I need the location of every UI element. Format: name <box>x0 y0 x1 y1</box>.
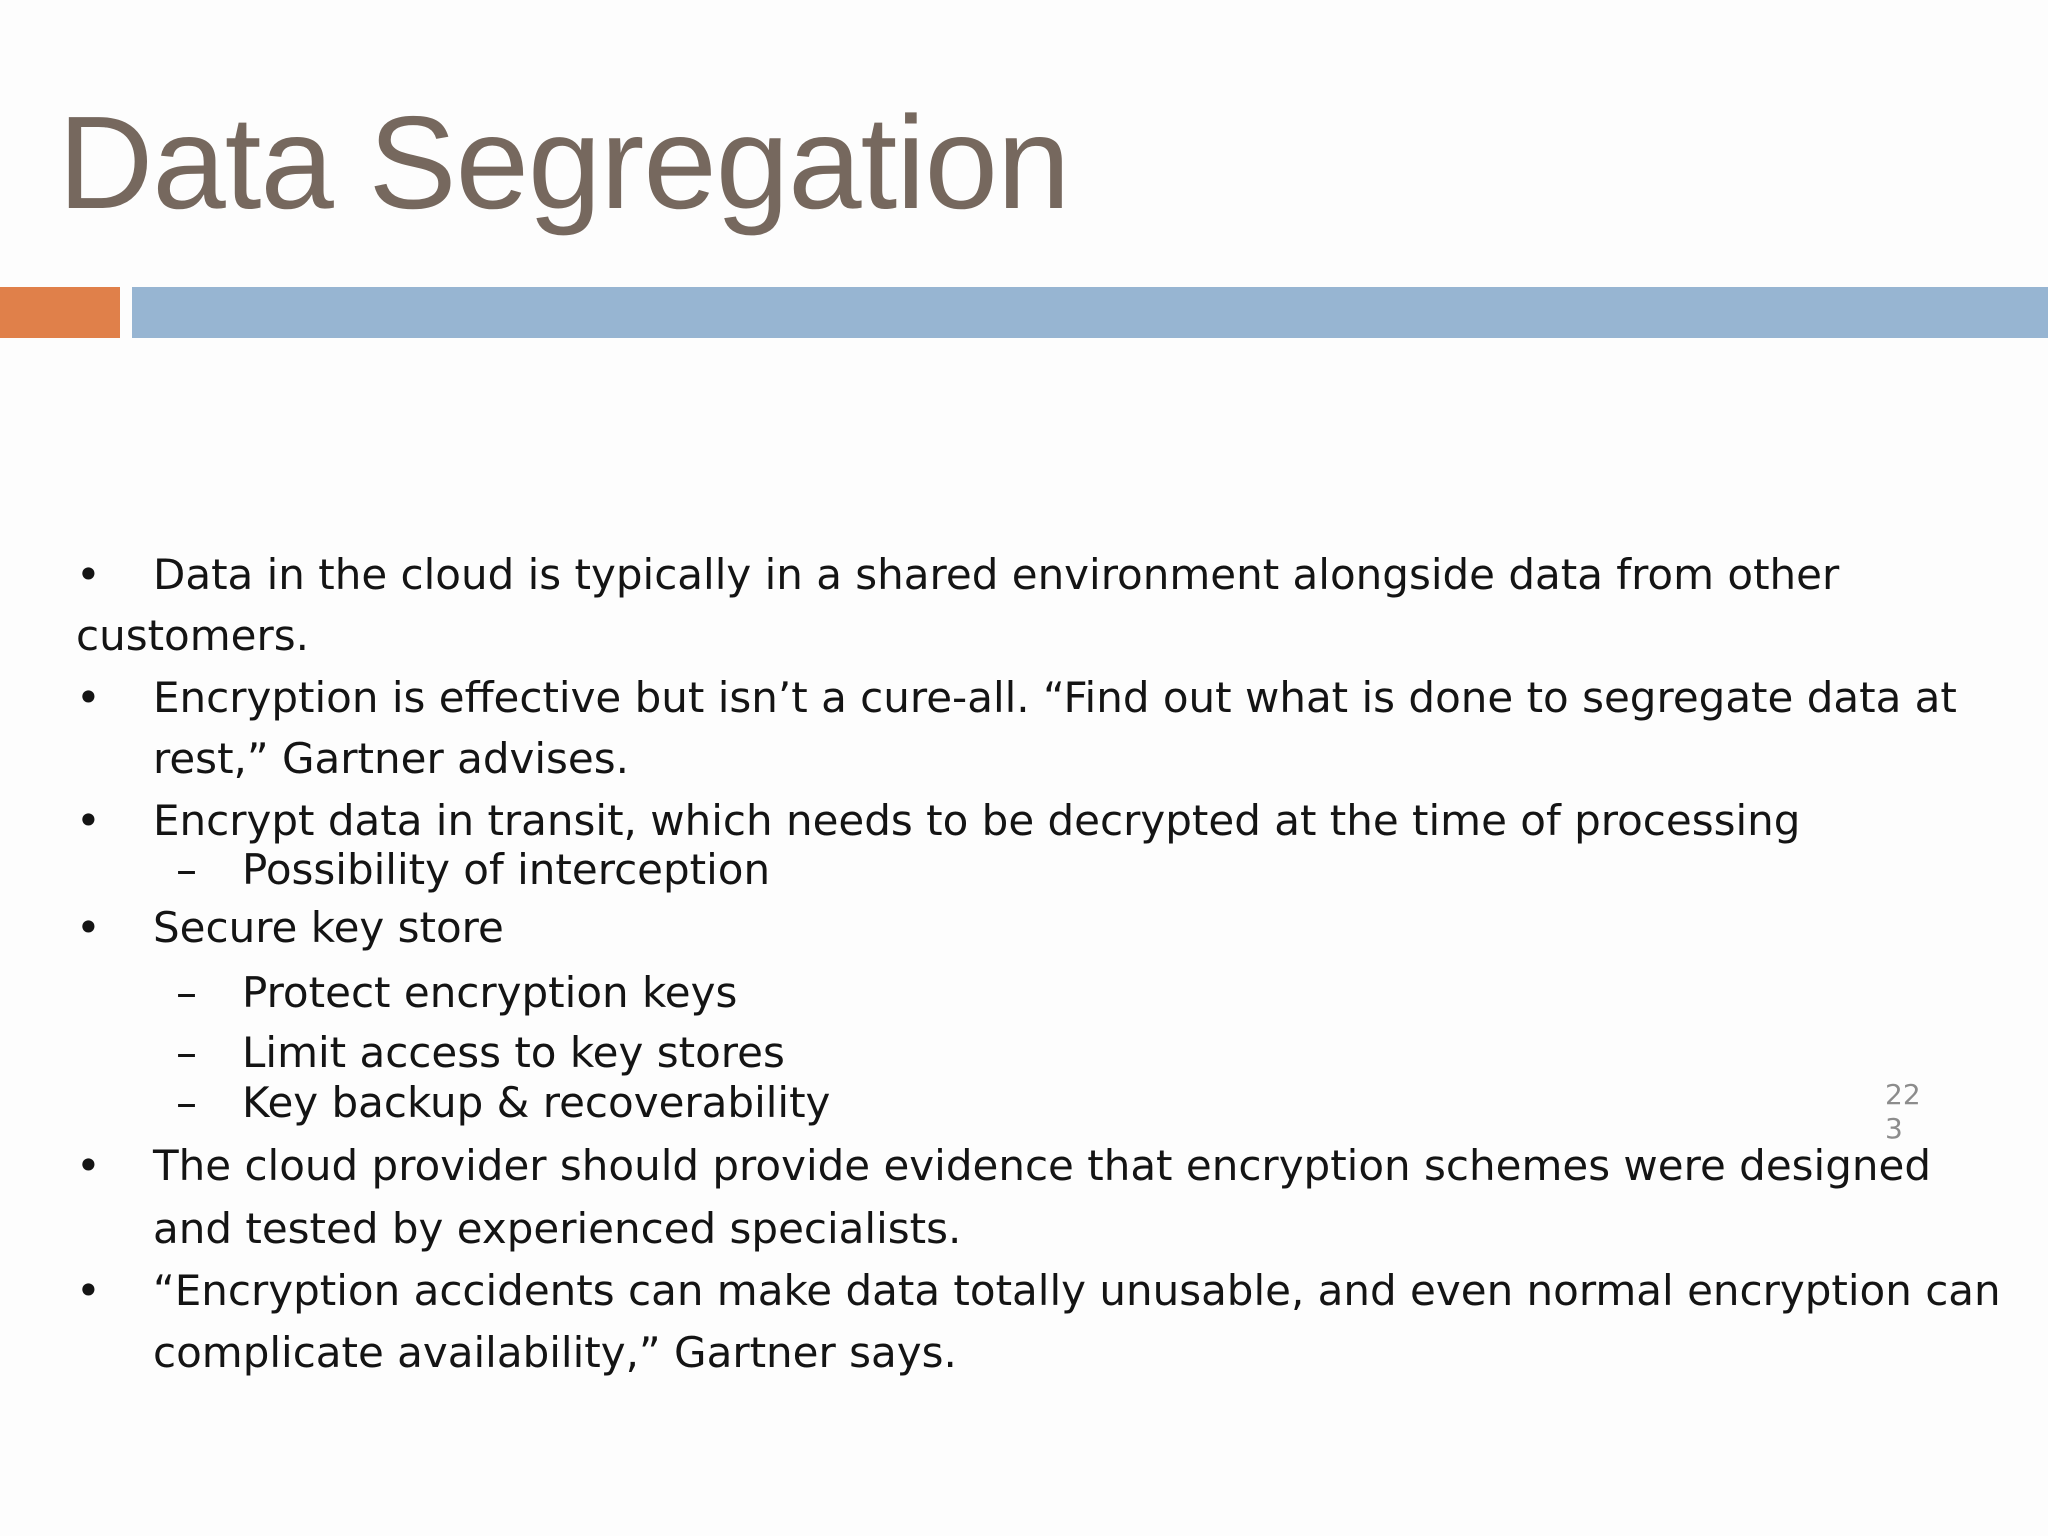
bullet-text: “Encryption accidents can make data totally unusable, and even normal encryption can <box>153 1266 2001 1315</box>
bullet-marker: • <box>76 1141 101 1190</box>
sub-bullet-marker: – <box>176 845 197 894</box>
sub-bullet-marker: – <box>176 968 197 1017</box>
bullet-marker: • <box>76 903 101 952</box>
bullet-marker: • <box>76 673 101 722</box>
bullet-text-continued: and tested by experienced specialists. <box>153 1204 962 1253</box>
bullet-text-continued: complicate availability,” Gartner says. <box>153 1328 957 1377</box>
slide-page-number <box>1885 1078 1935 1146</box>
bullet-text-continued: customers. <box>76 611 310 660</box>
bullet-text: Data in the cloud is typically in a shared environment alongside data from other <box>153 550 1840 599</box>
bullet-text: Encryption is effective but isn’t a cure-all. “Find out what is done to segregate data at <box>153 673 1957 722</box>
page-number-line2: 3 <box>1885 1112 1903 1145</box>
bullet-marker: • <box>76 796 101 845</box>
sub-bullet-text: Limit access to key stores <box>242 1028 785 1077</box>
page-number-line1: 22 <box>1885 1078 1921 1111</box>
sub-bullet-text: Possibility of interception <box>242 845 771 894</box>
bullet-marker: • <box>76 550 101 599</box>
sub-bullet-text: Key backup & recoverability <box>242 1078 831 1127</box>
slide-title: Data Segregation <box>58 89 1070 236</box>
accent-bar-blue <box>132 287 2048 338</box>
bullet-text: Secure key store <box>153 903 504 952</box>
sub-bullet-text: Protect encryption keys <box>242 968 738 1017</box>
accent-bar-orange <box>0 287 120 338</box>
bullet-text-continued: rest,” Gartner advises. <box>153 734 629 783</box>
bullet-text: Encrypt data in transit, which needs to be decrypted at the time of processing <box>153 796 1801 845</box>
bullet-marker: • <box>76 1266 101 1315</box>
bullet-text: The cloud provider should provide evidence that encryption schemes were designed <box>153 1141 1931 1190</box>
sub-bullet-marker: – <box>176 1028 197 1077</box>
sub-bullet-marker: – <box>176 1078 197 1127</box>
